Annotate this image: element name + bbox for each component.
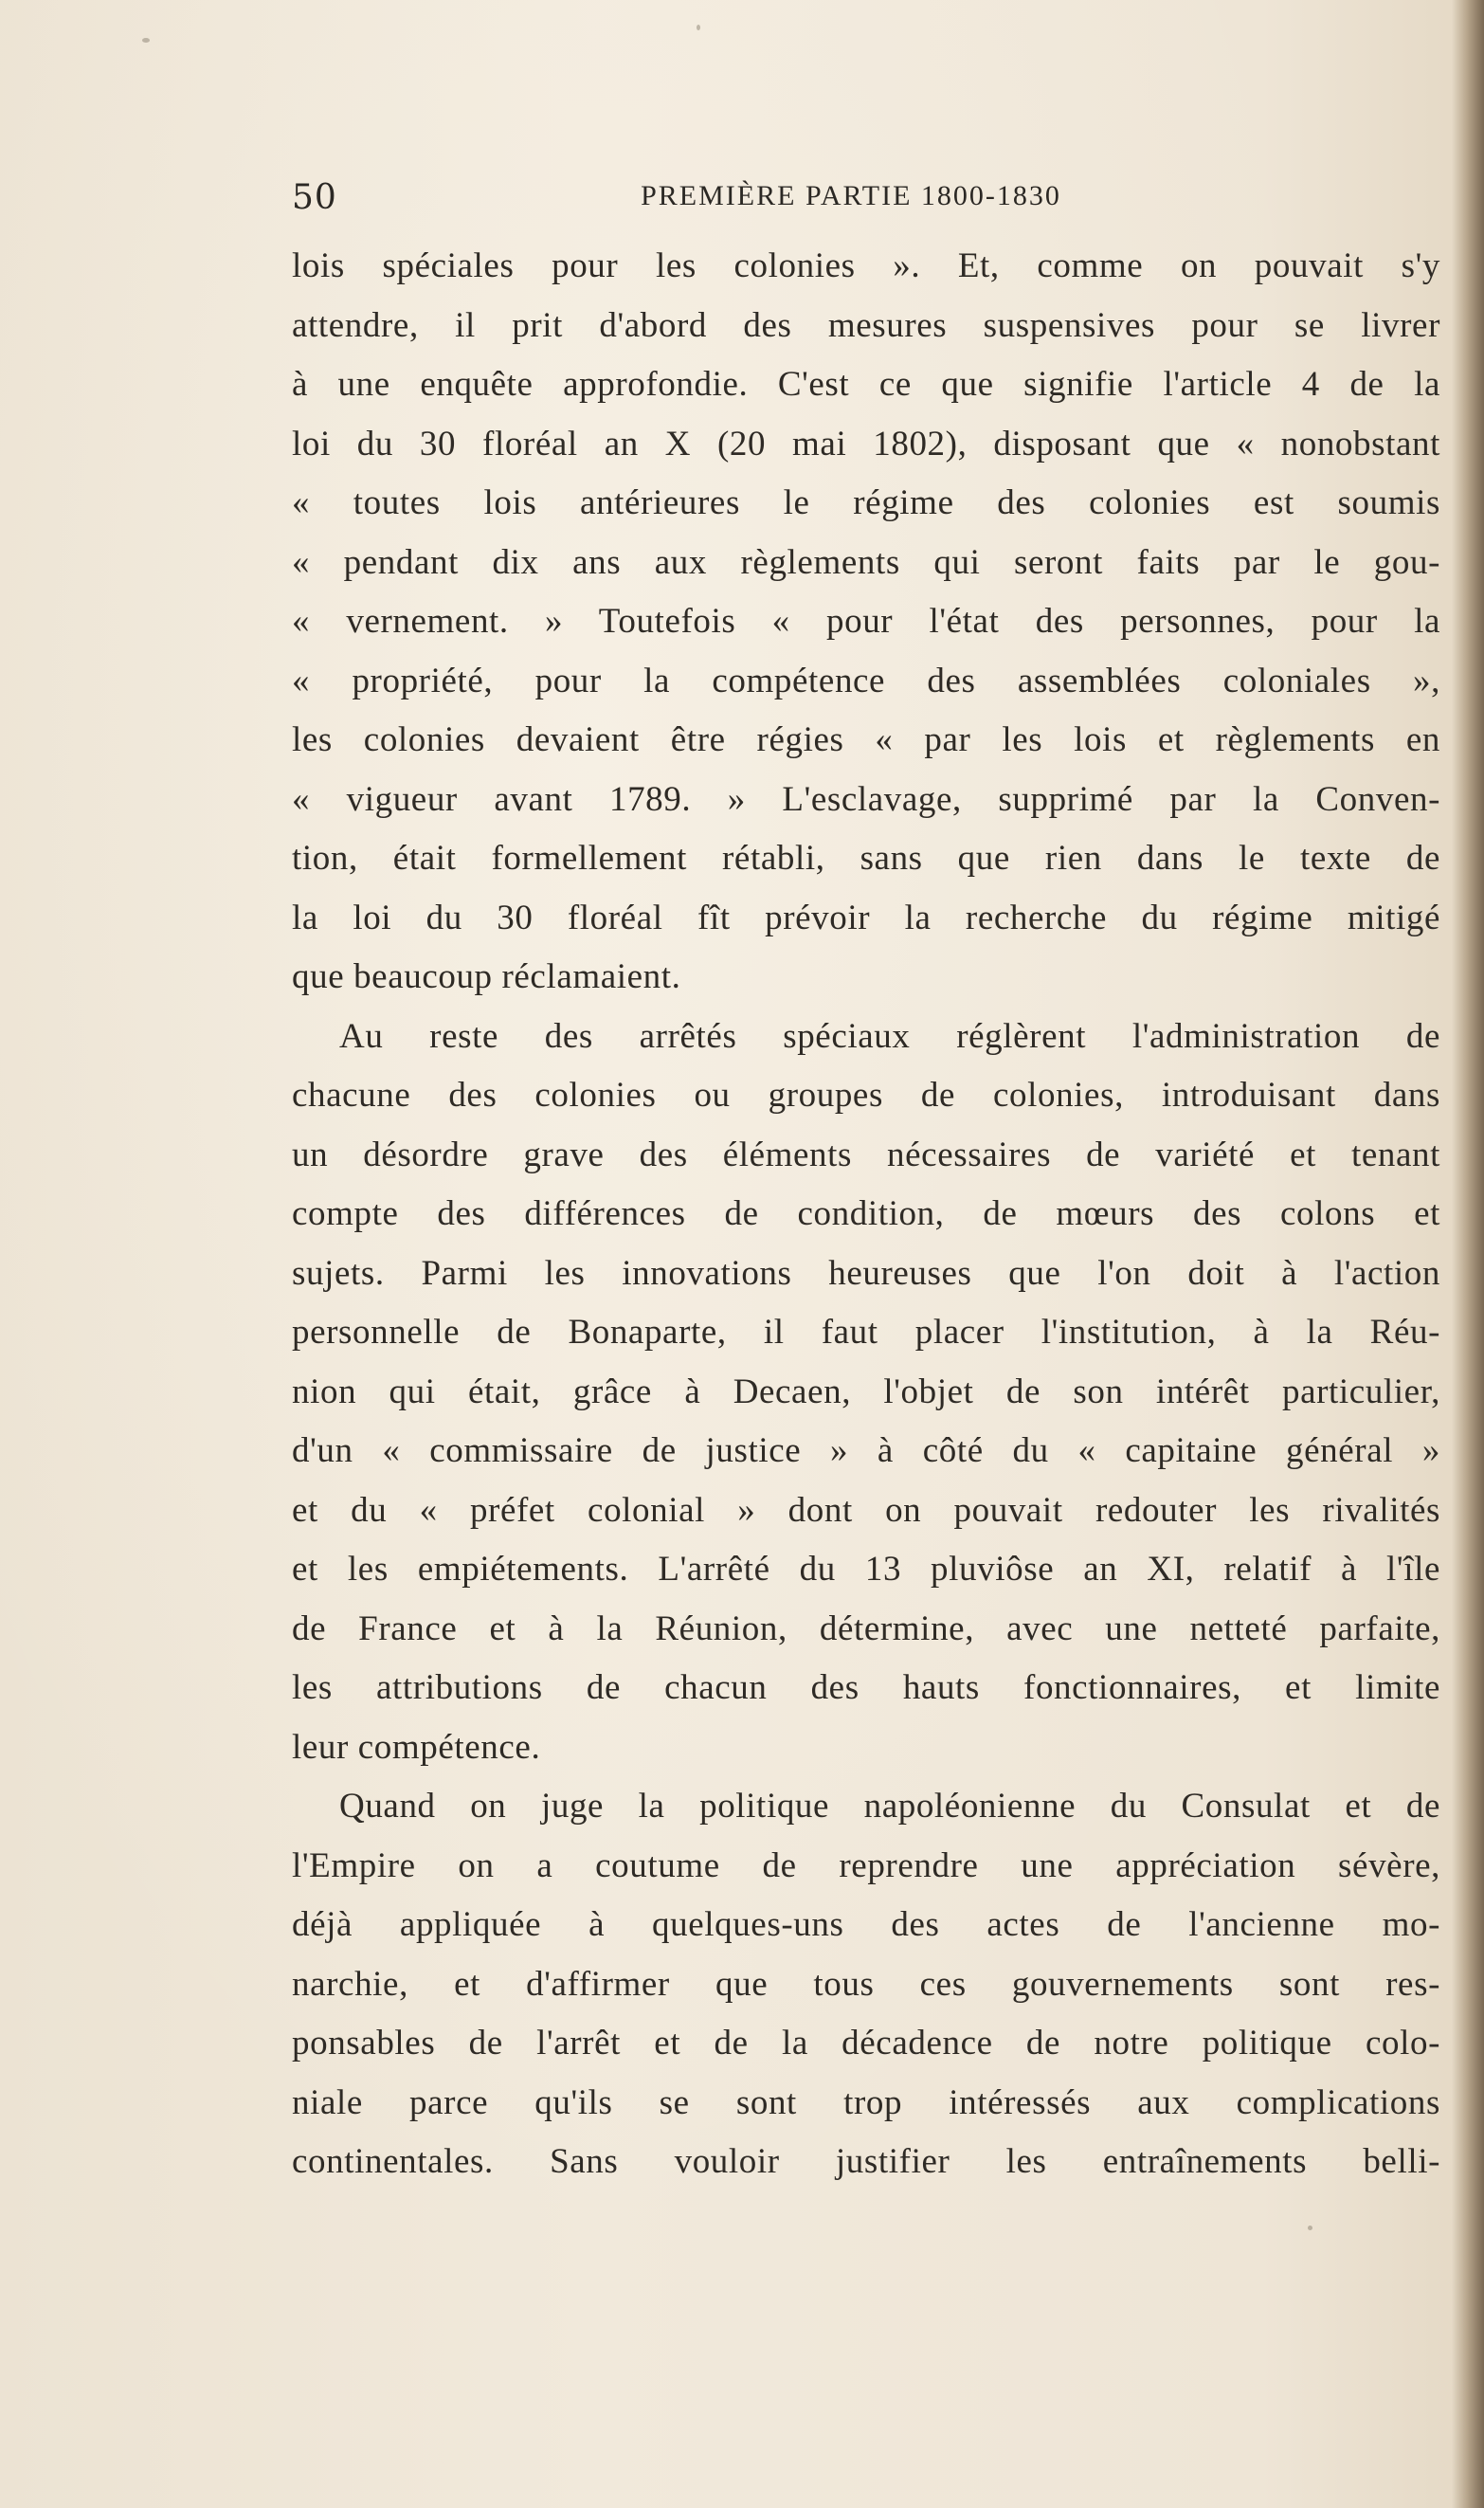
text-line: sujets. Parmi les innovations heureuses que l'on doit à l'action xyxy=(292,1253,1440,1293)
text-line: à une enquête approfondie. C'est ce que signifie l'article 4 de la xyxy=(292,365,1440,404)
text-line: narchie, et d'affirmer que tous ces gouvernements sont res- xyxy=(292,1964,1440,2004)
text-line: les attributions de chacun des hauts fonctionnaires, et limite xyxy=(292,1668,1440,1707)
text-line: « pendant dix ans aux règlements qui seront faits par le gou- xyxy=(292,542,1440,582)
paragraph xyxy=(292,1008,1440,1778)
text-line: d'un « commissaire de justice » à côté du « capitaine général » xyxy=(292,1431,1440,1470)
text-line: que beaucoup réclamaient. xyxy=(292,957,681,996)
text-line: loi du 30 floréal an X (20 mai 1802), disposant que « nonobstant xyxy=(292,424,1440,463)
text-line: niale parce qu'ils se sont trop intéressés aux complications xyxy=(292,2082,1440,2122)
paper-speck xyxy=(1308,2226,1312,2230)
text-line: « toutes lois antérieures le régime des colonies est soumis xyxy=(292,483,1440,522)
page-number: 50 xyxy=(292,178,337,217)
text-line: les colonies devaient être régies « par les lois et règlements en xyxy=(292,720,1440,759)
text-line: personnelle de Bonaparte, il faut placer l'institution, à la Réu- xyxy=(292,1313,1440,1352)
text-line: déjà appliquée à quelques-uns des actes de l'ancienne mo- xyxy=(292,1905,1440,1944)
text-line: leur compétence. xyxy=(292,1727,541,1767)
text-line: nion qui était, grâce à Decaen, l'objet de son intérêt particulier, xyxy=(292,1372,1440,1411)
text-line: Quand on juge la politique napoléonienne du Consulat et de xyxy=(339,1787,1440,1826)
text-line: l'Empire on a coutume de reprendre une appréciation sévère, xyxy=(292,1845,1440,1885)
paper-speck xyxy=(142,38,150,43)
body-text xyxy=(292,237,1440,2192)
paragraph xyxy=(292,1777,1440,2192)
text-line: un désordre grave des éléments nécessaires de variété et tenant xyxy=(292,1135,1440,1174)
text-line: et du « préfet colonial » dont on pouvait redouter les rivalités xyxy=(292,1490,1440,1530)
text-line: tion, était formellement rétabli, sans que rien dans le texte de xyxy=(292,839,1440,878)
text-line: compte des différences de condition, de mœurs des colons et xyxy=(292,1194,1440,1233)
text-line: attendre, il prit d'abord des mesures suspensives pour se livrer xyxy=(292,305,1440,345)
running-head-title: PREMIÈRE PARTIE 1800-1830 xyxy=(641,180,1061,211)
page-edge-shadow xyxy=(1452,0,1484,2508)
text-line: continentales. Sans vouloir justifier les entraînements belli- xyxy=(292,2142,1440,2181)
paragraph xyxy=(292,237,1440,1008)
paper-speck xyxy=(697,25,700,30)
text-line: la loi du 30 floréal fît prévoir la recherche du régime mitigé xyxy=(292,898,1440,937)
text-line: et les empiétements. L'arrêté du 13 pluviôse an XI, relatif à l'île xyxy=(292,1550,1440,1589)
running-head xyxy=(292,178,1440,226)
text-line: chacune des colonies ou groupes de colonies, introduisant dans xyxy=(292,1076,1440,1115)
text-line: ponsables de l'arrêt et de la décadence de notre politique colo- xyxy=(292,2024,1440,2063)
text-line: Au reste des arrêtés spéciaux réglèrent l'administration de xyxy=(339,1016,1440,1056)
text-line: lois spéciales pour les colonies ». Et, comme on pouvait s'y xyxy=(292,246,1440,285)
text-line: de France et à la Réunion, détermine, avec une netteté parfaite, xyxy=(292,1608,1440,1648)
text-line: « vigueur avant 1789. » L'esclavage, supprimé par la Conven- xyxy=(292,779,1440,819)
text-line: « propriété, pour la compétence des assemblées coloniales », xyxy=(292,661,1440,700)
text-line: « vernement. » Toutefois « pour l'état des personnes, pour la xyxy=(292,602,1440,641)
